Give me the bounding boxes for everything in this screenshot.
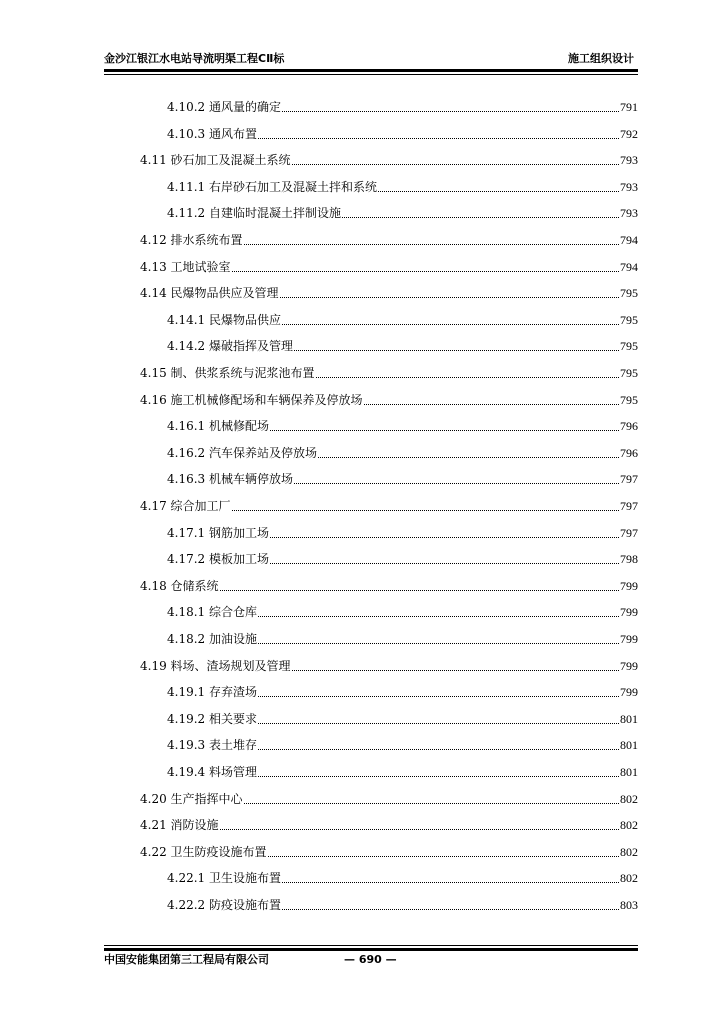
toc-entry[interactable] <box>167 545 638 567</box>
toc-entry-page: 799 <box>620 685 638 700</box>
toc-leader-dots <box>292 669 619 671</box>
toc-entry[interactable] <box>140 785 638 807</box>
toc-entry-title: 4.13 工地试验室 <box>140 259 231 274</box>
toc-leader-dots <box>268 855 619 857</box>
toc-leader-dots <box>318 456 619 458</box>
toc-entry-title: 4.14.1 民爆物品供应 <box>167 312 281 327</box>
toc-entry-page: 795 <box>620 366 638 380</box>
toc-entry[interactable] <box>140 492 638 514</box>
toc-entry-title: 4.18 仓储系统 <box>140 578 219 593</box>
toc-leader-dots <box>244 243 619 245</box>
toc-leader-dots <box>232 270 619 272</box>
toc-leader-dots <box>282 323 619 325</box>
toc-entry[interactable] <box>140 386 638 408</box>
toc-entry-page: 801 <box>620 738 638 753</box>
toc-entry-page: 799 <box>620 632 638 646</box>
toc-entry-title: 4.16 施工机械修配场和车辆保养及停放场 <box>140 392 363 407</box>
toc-entry[interactable] <box>140 146 638 168</box>
toc-entry-title: 4.11.1 右岸砂石加工及混凝土拌和系统 <box>167 179 377 194</box>
page-header <box>104 50 638 68</box>
toc-entry[interactable] <box>167 306 638 328</box>
toc-entry[interactable] <box>167 332 638 354</box>
toc-entry-page: 797 <box>620 499 638 513</box>
page-footer <box>104 952 638 968</box>
toc-entry-page: 792 <box>620 126 638 141</box>
footer-rule-thin <box>104 945 638 946</box>
toc-entry-title: 4.12 排水系统布置 <box>140 233 243 247</box>
toc-entry-page: 799 <box>620 605 638 620</box>
toc-entry-title: 4.22.2 防疫设施布置 <box>167 898 281 912</box>
toc-entry-title: 4.17 综合加工厂 <box>140 499 231 513</box>
toc-entry-title: 4.14.2 爆破指挥及管理 <box>167 339 293 354</box>
toc-entry-title: 4.14 民爆物品供应及管理 <box>140 286 279 301</box>
toc-entry-page: 795 <box>620 339 638 354</box>
toc-entry-page: 794 <box>620 233 638 247</box>
toc-entry[interactable] <box>167 705 638 727</box>
toc-entry-title: 4.22.1 卫生设施布置 <box>167 871 281 886</box>
toc-entry[interactable] <box>140 811 638 833</box>
toc-entry-page: 793 <box>620 206 638 221</box>
toc-entry[interactable] <box>167 412 638 434</box>
toc-leader-dots <box>270 536 619 538</box>
toc-entry-page: 798 <box>620 552 638 567</box>
toc-leader-dots <box>378 190 619 192</box>
toc-leader-dots <box>270 429 619 431</box>
toc-entry[interactable] <box>167 465 638 487</box>
toc-entry-title: 4.11.2 自建临时混凝土拌制设施 <box>167 206 341 221</box>
toc-entry[interactable] <box>167 439 638 461</box>
toc-entry-page: 799 <box>620 658 638 673</box>
page-number: — 690 — <box>344 953 397 966</box>
company-name: 中国安能集团第三工程局有限公司 <box>104 953 269 966</box>
toc-entry[interactable] <box>167 199 638 221</box>
toc-entry[interactable] <box>167 625 638 647</box>
toc-entry[interactable] <box>167 678 638 700</box>
toc-entry-title: 4.19 料场、渣场规划及管理 <box>140 658 291 673</box>
toc-entry-page: 802 <box>620 871 638 886</box>
toc-entry-page: 802 <box>620 818 638 833</box>
toc-leader-dots <box>282 881 619 883</box>
toc-leader-dots <box>280 296 619 298</box>
toc-entry[interactable] <box>140 359 638 381</box>
toc-entry-page: 797 <box>620 525 638 540</box>
toc-leader-dots <box>258 137 619 139</box>
toc-entry[interactable] <box>140 652 638 674</box>
footer-rule-thick <box>104 948 638 951</box>
toc-entry-title: 4.10.2 通风量的确定 <box>167 100 281 114</box>
toc-leader-dots <box>292 163 619 165</box>
toc-entry-page: 802 <box>620 791 638 806</box>
toc-leader-dots <box>258 722 619 724</box>
toc-entry[interactable] <box>167 173 638 195</box>
toc-entry-page: 795 <box>620 286 638 301</box>
toc-entry-page: 799 <box>620 578 638 593</box>
toc-entry-page: 796 <box>620 419 638 434</box>
toc-entry-title: 4.16.2 汽车保养站及停放场 <box>167 445 317 460</box>
toc-leader-dots <box>258 748 619 750</box>
toc-entry-title: 4.16.3 机械车辆停放场 <box>167 472 293 487</box>
toc-leader-dots <box>294 482 619 484</box>
toc-entry-title: 4.22 卫生防疫设施布置 <box>140 844 267 859</box>
toc-leader-dots <box>364 403 619 405</box>
document-type: 施工组织设计 <box>568 52 634 65</box>
toc-entry-title: 4.19.1 存弃渣场 <box>167 685 257 700</box>
toc-entry[interactable] <box>140 838 638 860</box>
toc-entry[interactable] <box>140 226 638 248</box>
toc-entry-title: 4.20 生产指挥中心 <box>140 791 243 806</box>
toc-entry-title: 4.18.2 加油设施 <box>167 632 257 646</box>
toc-leader-dots <box>258 775 619 777</box>
toc-entry-title: 4.19.4 料场管理 <box>167 765 257 779</box>
toc-entry-title: 4.15 制、供浆系统与泥浆池布置 <box>140 366 315 380</box>
toc-entry-page: 795 <box>620 312 638 327</box>
toc-leader-dots <box>258 642 619 644</box>
toc-entry-page: 794 <box>620 259 638 274</box>
toc-entry-page: 797 <box>620 472 638 487</box>
toc-entry-page: 793 <box>620 153 638 168</box>
toc-entry[interactable] <box>167 891 638 913</box>
toc-entry-page: 802 <box>620 844 638 859</box>
toc-entry-title: 4.21 消防设施 <box>140 818 219 833</box>
toc-leader-dots <box>282 110 619 112</box>
toc-leader-dots <box>244 802 619 804</box>
toc-leader-dots <box>220 828 619 830</box>
project-title: 金沙江银江水电站导流明渠工程CⅡ标 <box>104 52 285 65</box>
toc-leader-dots <box>316 376 619 378</box>
toc-entry-title: 4.11 砂石加工及混凝土系统 <box>140 153 291 168</box>
toc-entry-title: 4.17.1 钢筋加工场 <box>167 525 269 540</box>
header-rule-thick <box>104 69 638 72</box>
toc-leader-dots <box>270 562 619 564</box>
toc-entry-page: 795 <box>620 392 638 407</box>
toc-leader-dots <box>342 216 619 218</box>
toc-entry-title: 4.18.1 综合仓库 <box>167 605 257 620</box>
toc-leader-dots <box>232 509 619 511</box>
toc-leader-dots <box>258 615 619 617</box>
toc-entry-page: 801 <box>620 711 638 726</box>
toc-entry[interactable] <box>140 253 638 275</box>
toc-entry[interactable] <box>167 93 638 115</box>
toc-entry[interactable] <box>167 758 638 780</box>
toc-entry-title: 4.16.1 机械修配场 <box>167 419 269 434</box>
toc-entry-page: 793 <box>620 179 638 194</box>
toc-entry[interactable] <box>167 120 638 142</box>
toc-leader-dots <box>220 589 619 591</box>
toc-entry-page: 803 <box>620 898 638 912</box>
toc-leader-dots <box>258 695 619 697</box>
toc-entry-title: 4.17.2 模板加工场 <box>167 552 269 567</box>
toc-entry[interactable] <box>167 598 638 620</box>
toc-entry[interactable] <box>167 864 638 886</box>
toc-leader-dots <box>294 349 619 351</box>
toc-entry-page: 791 <box>620 100 638 114</box>
toc-entry-page: 796 <box>620 445 638 460</box>
toc-entry-title: 4.19.3 表土堆存 <box>167 738 257 753</box>
header-rule-thin <box>104 74 638 75</box>
toc-entry-page: 801 <box>620 765 638 779</box>
toc-leader-dots <box>282 908 619 910</box>
toc-entry[interactable] <box>167 519 638 541</box>
toc-entry[interactable] <box>167 731 638 753</box>
toc-entry[interactable] <box>140 279 638 301</box>
toc-entry-title: 4.19.2 相关要求 <box>167 711 257 726</box>
toc-entry-title: 4.10.3 通风布置 <box>167 126 257 141</box>
toc-entry[interactable] <box>140 572 638 594</box>
